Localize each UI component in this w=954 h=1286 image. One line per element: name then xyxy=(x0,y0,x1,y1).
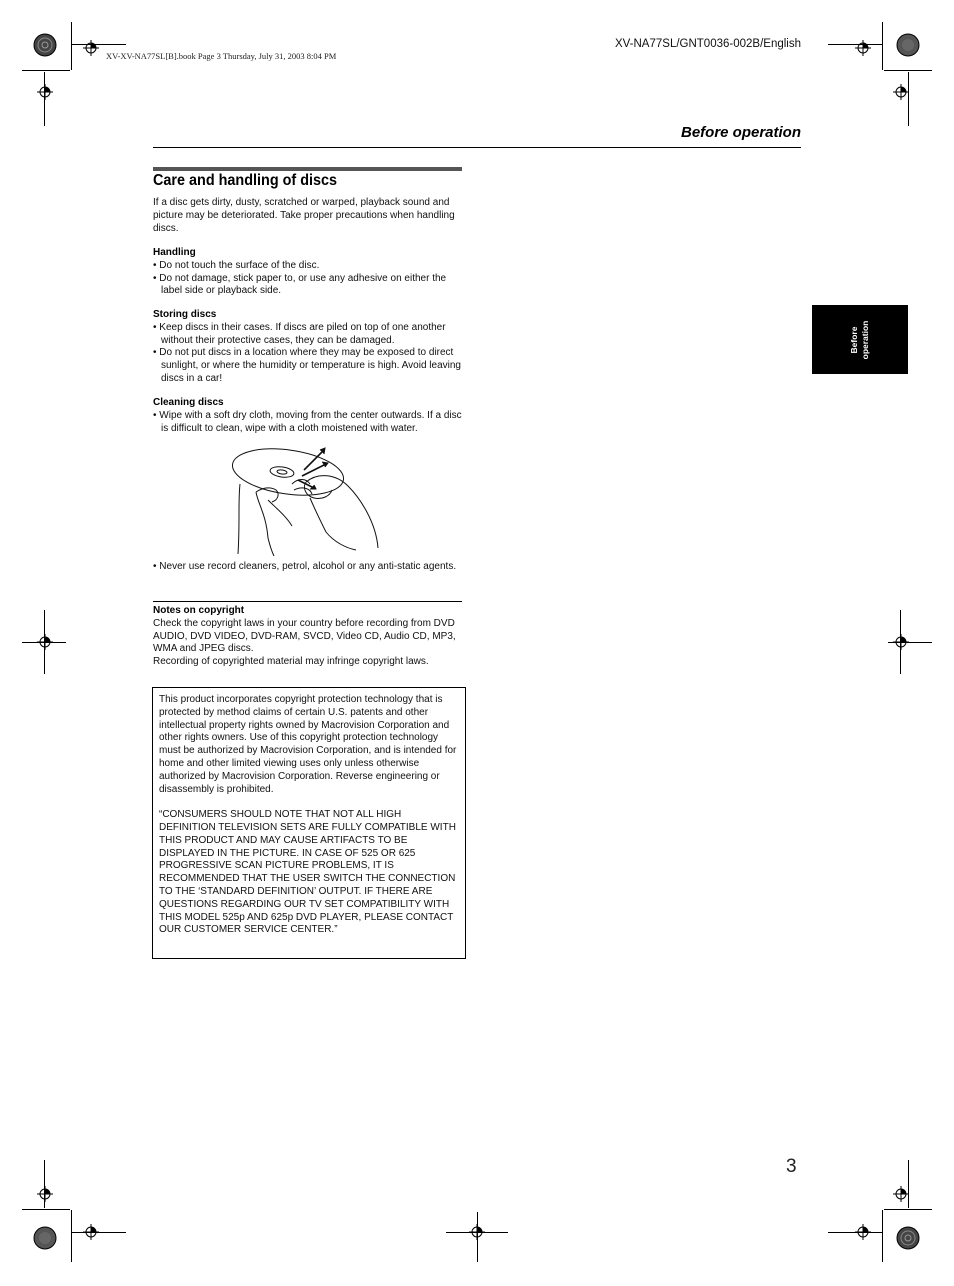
crop-line xyxy=(72,44,126,45)
notice-paragraph: This product incorporates copyright protection technology that is protected by method claims of certain U.S. patents and other intellectual property rights owned by Macrovision Corporation and other rights owners. Use of this copyright protection technology must be authorized by Macrovision Corporation, and is intended for home and other limited viewing uses only unless otherwise authorized by Macrovision Corporation. Reverse engineering or disassembly is prohibited. xyxy=(159,694,457,795)
handling-item: • Do not touch the surface of the disc. xyxy=(153,259,320,271)
macrovision-notice-box xyxy=(152,687,466,959)
copyright-section xyxy=(153,605,465,669)
crosshair-icon xyxy=(893,84,909,100)
side-tab-label xyxy=(849,320,871,359)
cleaning-warning xyxy=(153,561,465,574)
storing-item: • Do not put discs in a location where they may be exposed to direct sunlight, or where the humidity or temperature is high. Avoid leaving discs in a car! xyxy=(153,347,461,384)
document-code: XV-NA77SL/GNT0036-002B/English xyxy=(614,38,801,50)
disc-cleaning-illustration xyxy=(226,442,384,557)
intro-paragraph xyxy=(153,197,465,235)
crosshair-icon xyxy=(893,1186,909,1202)
crosshair-icon xyxy=(37,1186,53,1202)
cleaning-heading: Cleaning discs xyxy=(153,397,224,408)
crop-line xyxy=(882,1210,883,1262)
crop-line xyxy=(71,22,72,70)
page-title: Care and handling of discs xyxy=(153,172,338,189)
crop-line xyxy=(882,22,883,70)
crop-line xyxy=(71,1210,72,1262)
notice-paragraph: “CONSUMERS SHOULD NOTE THAT NOT ALL HIGH DEFINITION TELEVISION SETS ARE FULLY COMPATIBLE WITH THIS PRODUCT AND MAY CAUSE ARTIFACTS TO BE DISPLAYED IN THE PICTURE. IN CASE OF 525 OR 625 PROGRESSIVE SCAN PICTURE PROBLEMS, IT IS RECOMMENDED THAT THE USER SWITCH THE CONNECTION TO THE ‘STANDARD DEFINITION’ OUTPUT. IF THERE ARE QUESTIONS REGARDING OUR TV SET COMPATIBILITY WITH THIS MODEL 525p AND 625p DVD PLAYER, PLEASE CONTACT OUR CUSTOMER SERVICE CENTER.” xyxy=(159,809,456,936)
copyright-text: Check the copyright laws in your country before recording from DVD AUDIO, DVD VIDEO, DVD-RAM, SVCD, Video CD, Audio CD, MP3, WMA and JPEG discs. xyxy=(153,617,456,655)
crop-line xyxy=(884,70,932,71)
cleaning-item: • Wipe with a soft dry cloth, moving from the center outwards. If a disc is difficult to clean, wipe with a cloth moistened with water. xyxy=(153,409,462,434)
side-tab-line-1: Before xyxy=(849,326,859,353)
handling-section xyxy=(153,247,465,298)
print-info: XV-XV-NA77SL[B].book Page 3 Thursday, July 31, 2003 8:04 PM xyxy=(106,51,337,61)
registration-disc-icon xyxy=(896,1226,920,1250)
cleaning-note: • Never use record cleaners, petrol, alcohol or any anti-static agents. xyxy=(153,561,457,572)
section-header: Before operation xyxy=(680,124,801,141)
crop-line xyxy=(884,1209,932,1210)
crosshair-icon xyxy=(469,1224,485,1240)
crosshair-icon xyxy=(855,40,871,56)
side-tab xyxy=(812,305,908,374)
cleaning-section xyxy=(153,397,465,435)
intro-text: If a disc gets dirty, dusty, scratched or warped, playback sound and picture may be deteriorated. Take proper precautions when handling discs. xyxy=(153,197,455,234)
registration-disc-icon xyxy=(33,1226,57,1250)
crop-line xyxy=(72,1232,126,1233)
crosshair-icon xyxy=(893,634,909,650)
crop-line xyxy=(22,1209,70,1210)
handling-heading: Handling xyxy=(153,247,196,258)
crosshair-icon xyxy=(855,1224,871,1240)
storing-heading: Storing discs xyxy=(153,309,217,320)
registration-disc-icon xyxy=(896,33,920,57)
header-divider xyxy=(153,147,801,148)
copyright-divider xyxy=(153,601,462,602)
storing-section xyxy=(153,309,465,386)
crosshair-icon xyxy=(83,1224,99,1240)
page-number: 3 xyxy=(786,1156,797,1177)
crosshair-icon xyxy=(83,40,99,56)
copyright-heading: Notes on copyright xyxy=(153,605,245,616)
title-bar xyxy=(153,167,462,171)
side-tab-line-2: operation xyxy=(860,320,870,359)
storing-item: • Keep discs in their cases. If discs are piled on top of one another without their protective cases, they can be damaged. xyxy=(153,321,446,346)
crosshair-icon xyxy=(37,634,53,650)
crop-line xyxy=(22,70,70,71)
registration-disc-icon xyxy=(33,33,57,57)
handling-item: • Do not damage, stick paper to, or use any adhesive on either the label side or playback side. xyxy=(153,272,447,297)
copyright-text: Recording of copyrighted material may infringe copyright laws. xyxy=(153,656,429,668)
crosshair-icon xyxy=(37,84,53,100)
